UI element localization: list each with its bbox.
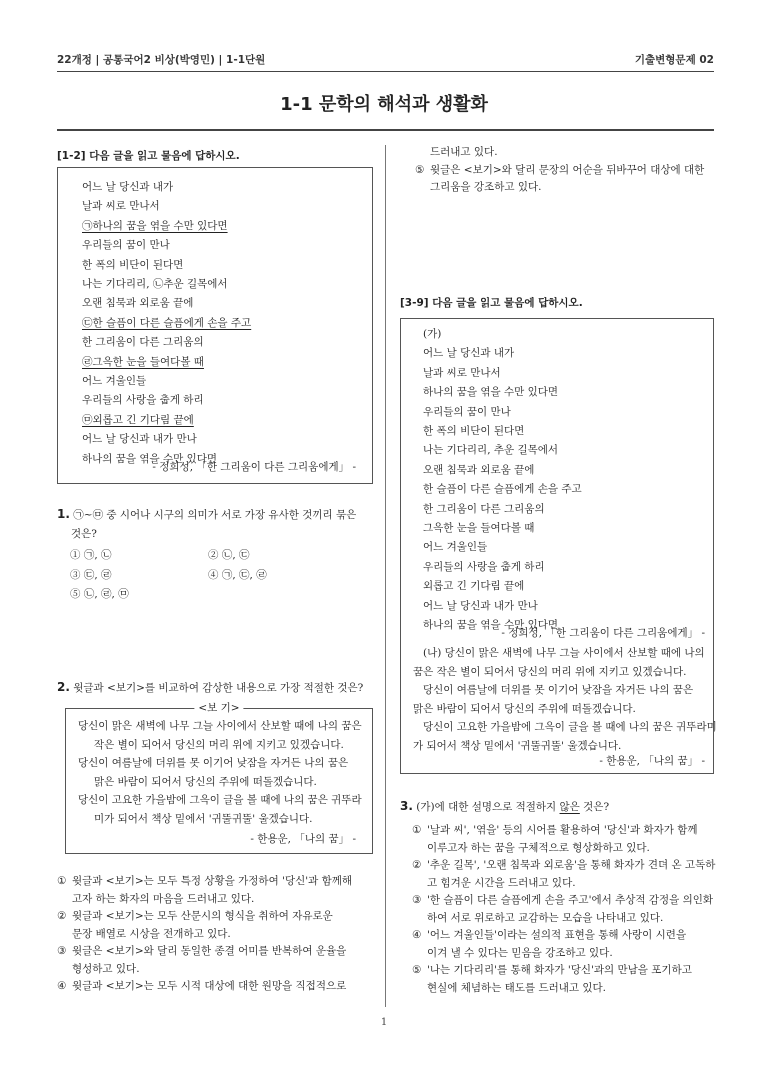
option-text-cont: 그리움을 강조하고 있다. [430,181,542,193]
question-number: 2. [57,680,70,694]
poem-line: 우리들의 사랑을 춥게 하리 [423,560,545,573]
option-text-cont: 문장 배열로 시상을 전개하고 있다. [72,927,231,940]
question-3-stem: (가)에 대한 설명으로 적절하지 [416,801,560,813]
poem-line: 오랜 침묵과 외로움 끝에 [82,297,194,310]
bogi-line: 당신이 맑은 새벽에 나무 그늘 사이에서 산보할 때에 나의 꿈은 [78,720,362,732]
bogi-label: <보 기> [194,700,243,715]
option-5[interactable] [400,162,718,197]
question-number: 3. [400,799,413,813]
option-text-cont: 하여 서로 위로하고 교감하는 모습을 나타내고 있다. [427,911,664,924]
na-credit: - 한용운, 「나의 꿈」 - [599,755,705,767]
question-1-stem: ㉠~㉤ 중 시어나 시구의 의미가 서로 가장 유사한 것끼리 묶은 [73,509,357,521]
bogi-credit: - 한용운, 「나의 꿈」 - [250,833,356,845]
bogi-line: 미가 되어서 책상 밑에서 '귀뚤귀뚤' 울겠습니다. [94,812,313,825]
ga-label: (가) [423,328,442,340]
option-text: 윗글은 <보기>와 달리 문장의 어순을 뒤바꾸어 대상에 대한 [430,163,705,176]
question-2-options [57,873,379,996]
question-1-stem-cont: 것은? [71,528,97,540]
poem-line: 날과 씨로 만나서 [82,200,160,213]
option-4[interactable] [57,978,379,996]
option-text-cont: 고 힘겨운 시간을 드러내고 있다. [427,876,576,889]
na-line: 꿈은 작은 별이 되어서 당신의 머리 위에 지키고 있겠습니다. [413,665,687,678]
option-3[interactable] [412,892,718,927]
option-text-cont: 이루고자 하는 꿈을 구체적으로 형상화하고 있다. [427,841,650,854]
poem-line: 한 폭의 비단이 된다면 [423,425,525,438]
poem-line: 어느 날 당신과 내가 [82,181,174,193]
option-marker: ④ [412,929,422,941]
option-text-cont: 고자 하는 화자의 마음을 드러내고 있다. [72,892,255,905]
option-text-cont: 형성하고 있다. [72,962,140,975]
passage-na [413,644,717,756]
passage-2-box [400,318,717,774]
passage-1-heading: [1-2] 다음 글을 읽고 물음에 답하시오. [57,150,240,162]
option-text: '어느 겨울인들'이라는 설의적 표현을 통해 사랑이 시련을 [427,929,687,941]
poem-line-marked-b: 나는 기다리리, ㉡추운 길목에서 [82,278,228,291]
poem-line-marked-c: ㉢한 슬픔이 다른 슬픔에게 손을 주고 [82,316,252,329]
poem-line: 외롭고 긴 기다림 끝에 [423,580,525,593]
page-number: 1 [380,1017,388,1028]
option-text: 윗글은 <보기>와 달리 동일한 종결 어미를 반복하여 운율을 [72,945,347,957]
title-divider [57,129,714,131]
option-4[interactable] [412,927,718,962]
option-text: 윗글과 <보기>는 모두 특정 상황을 가정하여 '당신'과 함께해 [72,875,353,887]
question-2-stem: 윗글과 <보기>를 비교하여 감상한 내용으로 가장 적절한 것은? [73,682,364,694]
bogi-line: 맑은 바람이 되어서 당신의 주위에 떠돌겠습니다. [94,775,317,788]
page-header [57,50,714,70]
option-2[interactable] [57,908,379,943]
option-marker: ② [57,910,67,922]
option-marker: ⑤ [415,163,425,176]
poem-2 [423,325,582,636]
header-course-info: 22개정 | 공통국어2 비상(박영민) | 1-1단원 [57,54,266,66]
header-exam-label: 기출변형문제 02 [634,54,714,66]
option-marker: ③ [412,894,422,906]
bogi-box [65,702,373,854]
header-divider [57,71,714,72]
choice-2[interactable]: ② ㉡, ㉢ [208,549,250,561]
question-3-options [412,822,718,997]
option-marker: ⑤ [412,964,422,976]
poem-line: 하나의 꿈을 엮을 수만 있다면 [423,386,559,399]
poem-line: 어느 날 당신과 내가 만나 [82,433,197,446]
page-title: 1-1 문학의 해석과 생활화 [280,94,488,115]
option-2[interactable] [412,857,718,892]
option-marker: ② [412,859,422,871]
poem-line: 한 폭의 비단이 된다면 [82,258,184,271]
option-text: 윗글과 <보기>는 모두 산문시의 형식을 취하여 자유로운 [72,910,333,922]
question-3-stem-end: 것은? [579,801,610,813]
passage-1-box [57,167,373,484]
poem-1-credit: - 정희성, 「한 그리움이 다른 그리움에게」 - [152,461,356,473]
question-3 [400,797,609,817]
choice-4[interactable]: ④ ㉠, ㉢, ㉣ [208,569,267,581]
poem-line: 날과 씨로 만나서 [423,366,501,379]
option-text-cont: 현실에 체념하는 태도를 드러내고 있다. [427,981,606,994]
poem-line: 우리들의 꿈이 만나 [82,239,170,252]
poem-line-marked-d: ㉣그윽한 눈을 들여다볼 때 [82,355,204,368]
poem-line: 어느 날 당신과 내가 만나 [423,599,538,612]
na-line: 당신이 고요한 가을밤에 그윽이 글을 볼 때에 나의 꿈은 귀뚜라미 [423,721,717,734]
poem-line: 하나의 꿈을 엮을 수만 있다면 [82,452,218,465]
option-text: '추운 길목', '오랜 침묵과 외로움'을 통해 화자가 견뎌 온 고독하 [427,859,716,871]
poem-line: 나는 기다리리, 추운 길목에서 [423,444,559,457]
bogi-line: 작은 별이 되어서 당신의 머리 위에 지키고 있겠습니다. [94,738,344,751]
option-marker: ① [57,875,67,887]
poem-line: 우리들의 사랑을 춥게 하리 [82,394,204,407]
option-marker: ④ [57,980,67,992]
poem-1 [82,178,251,469]
question-3-emphasis: 않은 [559,801,580,813]
bogi-line: 당신이 고요한 가을밤에 그윽이 글을 볼 때에 나의 꿈은 귀뚜라 [78,794,362,806]
poem-line: 하나의 꿈을 엮을 수만 있다면 [423,619,559,632]
option-text: 윗글과 <보기>는 모두 시적 대상에 대한 원망을 직접적으로 [72,980,347,992]
na-line: 당신이 여름날에 더위를 못 이기어 낮잠을 자거든 나의 꿈은 [423,684,694,697]
na-line: 가 되어서 책상 밑에서 '귀뚤귀뚤' 울겠습니다. [413,739,622,752]
bogi-line: 당신이 여름날에 더위를 못 이기어 낮잠을 자거든 나의 꿈은 [78,757,349,769]
poem-line: 한 그리움이 다른 그리움의 [82,336,204,349]
question-2-options-cont [400,144,718,197]
option-4-text-cont: 드러내고 있다. [430,146,498,158]
question-number: 1. [57,507,70,521]
passage-2-heading: [3-9] 다음 글을 읽고 물음에 답하시오. [400,297,583,309]
option-marker: ③ [57,945,67,957]
choice-5[interactable]: ⑤ ㉡, ㉣, ㉤ [70,588,129,600]
option-text-cont: 이겨 낼 수 있다는 믿음을 강조하고 있다. [427,946,613,959]
poem-line: 한 슬픔이 다른 슬픔에게 손을 주고 [423,483,582,496]
poem-line: 그윽한 눈을 들여다볼 때 [423,522,535,535]
option-1[interactable] [57,873,379,908]
poem-line: 어느 날 당신과 내가 [423,347,515,360]
poem-line-marked-e: ㉤외롭고 긴 기다림 끝에 [82,413,194,426]
option-text: '나는 기다리리'를 통해 화자가 '당신'과의 만남을 포기하고 [427,964,692,976]
poem-line: 오랜 침묵과 외로움 끝에 [423,463,535,476]
option-1[interactable] [412,822,718,857]
option-3[interactable] [57,943,379,978]
na-line: (나) 당신이 맑은 새벽에 나무 그늘 사이에서 산보할 때에 나의 [423,647,705,659]
question-1 [57,505,377,544]
choice-1[interactable]: ① ㉠, ㉡ [70,549,112,561]
choice-3[interactable]: ③ ㉢, ㉣ [70,569,112,581]
question-2 [57,678,363,698]
poem-2-credit: - 정희성, 「한 그리움이 다른 그리움에게」 - [501,627,705,639]
option-marker: ① [412,824,422,836]
poem-line: 어느 겨울인들 [82,375,147,388]
na-line: 맑은 바람이 되어서 당신의 주위에 떠돌겠습니다. [413,702,636,715]
poem-line: 우리들의 꿈이 만나 [423,405,511,418]
poem-line-marked-a: ㉠하나의 꿈을 엮을 수만 있다면 [82,219,228,232]
poem-line: 어느 겨울인들 [423,541,488,554]
poem-line: 한 그리움이 다른 그리움의 [423,502,545,515]
option-text: '한 슬픔이 다른 슬픔에게 손을 주고'에서 추상적 감정을 의인화 [427,894,714,906]
option-text: '날과 씨', '엮을' 등의 시어를 활용하여 '당신'과 화자가 함께 [427,824,698,836]
column-divider [385,145,386,1007]
option-5[interactable] [412,962,718,997]
